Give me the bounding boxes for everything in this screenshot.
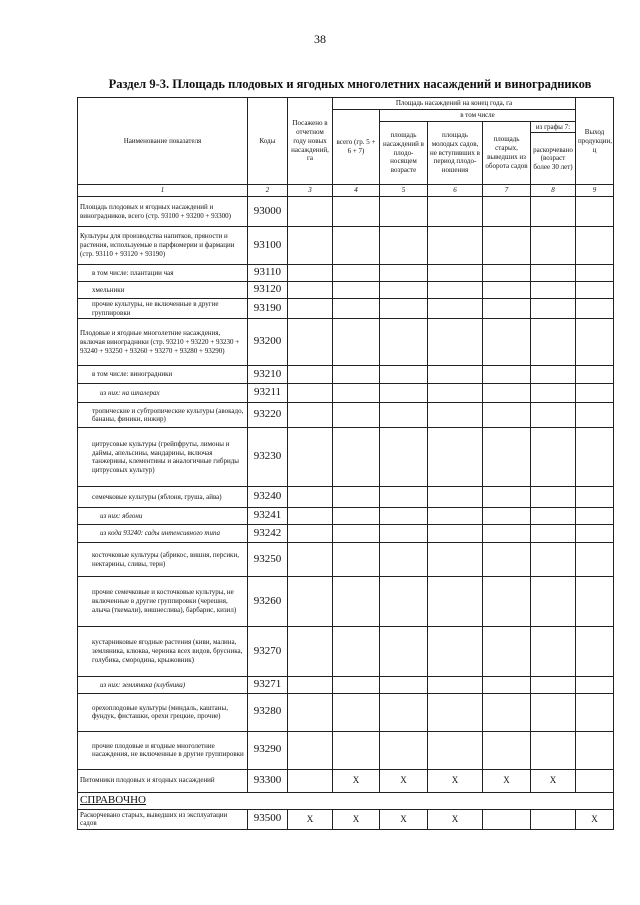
data-cell[interactable]	[428, 298, 483, 319]
data-cell[interactable]	[576, 265, 614, 282]
table-row	[78, 693, 614, 731]
data-cell[interactable]	[576, 197, 614, 227]
data-cell[interactable]	[288, 428, 333, 487]
row-name: Плодовые и ягодные многолетние насаждения, включая виноградники (стр. 93210 + 93220 + 93230 + 93240 + 93250 + 93260 + 93270 + 93280 + 93290)	[78, 319, 248, 366]
data-cell[interactable]	[380, 403, 428, 428]
data-cell[interactable]	[428, 366, 483, 384]
header-incl-group: в том числе	[380, 109, 576, 121]
row-name: Культуры для производства напитков, пряности и растения, используемые в парфюмерии и фармации (стр. 93110 + 93120 + 93190)	[78, 227, 248, 265]
table-row	[78, 227, 614, 265]
header-uprooted: раскорчевано (возраст более 30 лет)	[531, 133, 576, 185]
data-cell[interactable]	[288, 366, 333, 384]
data-cell[interactable]	[531, 403, 576, 428]
data-cell[interactable]	[288, 543, 333, 577]
row-code: 93271	[248, 677, 288, 694]
data-cell[interactable]: X	[531, 769, 576, 792]
data-cell[interactable]	[333, 543, 380, 577]
data-cell[interactable]	[531, 319, 576, 366]
data-cell[interactable]	[380, 543, 428, 577]
data-cell[interactable]	[576, 428, 614, 487]
row-name: косточковые культуры (абрикос, вишня, персики, нектарины, сливы, терн)	[78, 543, 248, 577]
data-cell[interactable]	[380, 677, 428, 694]
data-cell[interactable]	[333, 227, 380, 265]
col-number: 8	[531, 185, 576, 197]
data-cell[interactable]	[380, 319, 428, 366]
data-cell[interactable]	[333, 384, 380, 403]
data-cell[interactable]	[428, 693, 483, 731]
data-cell[interactable]: X	[576, 809, 614, 830]
col-number: 4	[333, 185, 380, 197]
data-cell[interactable]	[483, 384, 531, 403]
header-area-group: Площадь насаждений на конец года, га	[333, 98, 576, 110]
row-name: прочие плодовые и ягодные многолетние насаждения, не включенные в другие группировки	[78, 731, 248, 769]
data-cell[interactable]: X	[428, 809, 483, 830]
data-cell[interactable]	[531, 384, 576, 403]
col-number: 9	[576, 185, 614, 197]
data-cell[interactable]	[576, 366, 614, 384]
data-cell[interactable]	[483, 693, 531, 731]
data-cell[interactable]	[428, 384, 483, 403]
data-cell[interactable]	[576, 487, 614, 508]
data-cell[interactable]	[428, 197, 483, 227]
data-cell[interactable]	[428, 403, 483, 428]
data-cell[interactable]	[576, 627, 614, 677]
data-cell[interactable]	[531, 366, 576, 384]
data-cell[interactable]: X	[288, 809, 333, 830]
data-cell[interactable]	[380, 525, 428, 543]
data-cell[interactable]	[576, 227, 614, 265]
data-cell[interactable]	[333, 508, 380, 525]
data-cell[interactable]	[483, 487, 531, 508]
data-cell[interactable]	[380, 384, 428, 403]
data-cell[interactable]	[531, 487, 576, 508]
table-row	[78, 731, 614, 769]
data-cell[interactable]	[288, 227, 333, 265]
data-cell[interactable]	[428, 428, 483, 487]
row-name: семечковые культуры (яблоня, груша, айва)	[78, 487, 248, 508]
data-cell[interactable]	[531, 298, 576, 319]
data-cell[interactable]	[576, 769, 614, 792]
data-cell[interactable]	[288, 693, 333, 731]
col-number: 5	[380, 185, 428, 197]
row-name: прочие семечковые и косточковые культуры, не включенные в другие группировки (черешня, алыча (ткемали), вишнеслива), барбарис, кизил)	[78, 577, 248, 627]
header-young: площадь молодых садов, не вступивших в период плодо-ношения	[428, 121, 483, 185]
data-cell[interactable]	[333, 403, 380, 428]
data-cell[interactable]	[288, 197, 333, 227]
data-cell[interactable]	[531, 197, 576, 227]
row-code: 93240	[248, 487, 288, 508]
data-cell[interactable]	[288, 265, 333, 282]
data-cell[interactable]	[428, 319, 483, 366]
col-number: 7	[483, 185, 531, 197]
data-cell[interactable]	[380, 731, 428, 769]
data-cell[interactable]	[333, 265, 380, 282]
row-code: 93100	[248, 227, 288, 265]
data-cell[interactable]	[333, 627, 380, 677]
row-name: цитрусовые культуры (грейпфруты, лимоны и даймы, апельсины, мандарины, включая танжерины, клементины и аналогичные гибриды цитрусовых культур)	[78, 428, 248, 487]
data-cell[interactable]	[531, 265, 576, 282]
row-name: хмельники	[78, 282, 248, 299]
data-cell[interactable]	[483, 677, 531, 694]
data-cell[interactable]	[380, 487, 428, 508]
header-total: всего (гр. 5 + 6 + 7)	[333, 109, 380, 185]
table-row	[78, 487, 614, 508]
table-row	[78, 197, 614, 227]
data-cell[interactable]	[380, 693, 428, 731]
data-cell[interactable]	[483, 543, 531, 577]
data-cell[interactable]	[576, 677, 614, 694]
data-cell[interactable]	[576, 693, 614, 731]
data-cell[interactable]	[380, 577, 428, 627]
row-name: в том числе: плантации чая	[78, 265, 248, 282]
row-code: 93000	[248, 197, 288, 227]
data-cell[interactable]	[483, 298, 531, 319]
data-cell[interactable]	[531, 227, 576, 265]
data-cell[interactable]	[380, 508, 428, 525]
data-cell[interactable]	[576, 282, 614, 299]
data-cell[interactable]	[483, 809, 531, 830]
row-name: из них: яблони	[78, 508, 248, 525]
data-cell[interactable]	[483, 227, 531, 265]
row-name: прочие культуры, не включенные в другие группировки	[78, 298, 248, 319]
data-cell[interactable]	[288, 319, 333, 366]
data-cell[interactable]: X	[380, 809, 428, 830]
row-name: в том числе: виноградники	[78, 366, 248, 384]
reference-row	[78, 809, 614, 830]
data-cell[interactable]	[576, 319, 614, 366]
row-name: тропические и субтропические культуры (авокадо, бананы, финики, инжир)	[78, 403, 248, 428]
row-code: 93270	[248, 627, 288, 677]
data-cell[interactable]	[380, 265, 428, 282]
data-cell[interactable]	[483, 731, 531, 769]
row-code: 93250	[248, 543, 288, 577]
data-cell[interactable]: X	[333, 809, 380, 830]
header-bearing: площадь насаждений в плодо-носящем возрасте	[380, 121, 428, 185]
data-cell[interactable]	[428, 627, 483, 677]
table-row	[78, 769, 614, 792]
data-cell[interactable]	[333, 366, 380, 384]
header-code: Коды	[248, 98, 288, 185]
data-cell[interactable]	[483, 627, 531, 677]
row-code: 93242	[248, 525, 288, 543]
row-code: 93190	[248, 298, 288, 319]
data-cell[interactable]	[531, 543, 576, 577]
data-cell[interactable]	[428, 677, 483, 694]
row-name: кустарниковые ягодные растения (киви, малина, земляника, клюква, черника всех видов, брусника, голубика, смородина, крыжовник)	[78, 627, 248, 677]
data-cell[interactable]	[576, 384, 614, 403]
data-cell[interactable]	[531, 809, 576, 830]
data-cell[interactable]	[428, 487, 483, 508]
data-cell[interactable]	[380, 366, 428, 384]
data-cell[interactable]	[380, 627, 428, 677]
table-row	[78, 403, 614, 428]
data-cell[interactable]	[483, 577, 531, 627]
data-cell[interactable]	[428, 282, 483, 299]
row-code: 93280	[248, 693, 288, 731]
data-cell[interactable]	[531, 731, 576, 769]
data-cell[interactable]	[428, 543, 483, 577]
data-cell[interactable]	[288, 403, 333, 428]
row-code: 93260	[248, 577, 288, 627]
reference-row-name: Раскорчевано старых, выведших из эксплуатации садов	[78, 809, 248, 830]
data-cell[interactable]	[288, 298, 333, 319]
table-row	[78, 677, 614, 694]
table-row	[78, 508, 614, 525]
reference-row-code: 93500	[248, 809, 288, 830]
table-row	[78, 282, 614, 299]
data-cell[interactable]	[531, 282, 576, 299]
row-code: 93120	[248, 282, 288, 299]
data-cell[interactable]	[288, 525, 333, 543]
data-cell[interactable]	[333, 577, 380, 627]
col-number: 1	[78, 185, 248, 197]
table-row	[78, 366, 614, 384]
data-cell[interactable]	[483, 403, 531, 428]
data-cell[interactable]	[576, 731, 614, 769]
data-cell[interactable]	[531, 428, 576, 487]
data-cell[interactable]	[531, 577, 576, 627]
data-cell[interactable]	[288, 769, 333, 792]
table-row	[78, 319, 614, 366]
col-number: 2	[248, 185, 288, 197]
data-cell[interactable]	[483, 366, 531, 384]
table-row	[78, 525, 614, 543]
data-cell[interactable]	[428, 525, 483, 543]
data-cell[interactable]	[333, 197, 380, 227]
data-cell[interactable]	[483, 319, 531, 366]
data-cell[interactable]	[380, 282, 428, 299]
data-cell[interactable]	[288, 577, 333, 627]
reference-label-row	[78, 792, 614, 809]
data-cell[interactable]	[483, 428, 531, 487]
data-cell[interactable]	[288, 677, 333, 694]
data-cell[interactable]	[288, 627, 333, 677]
data-cell[interactable]	[576, 403, 614, 428]
data-cell[interactable]	[333, 319, 380, 366]
data-cell[interactable]	[333, 525, 380, 543]
data-cell[interactable]	[333, 677, 380, 694]
section-title: Раздел 9-3. Площадь плодовых и ягодных многолетних насаждений и виноградников	[108, 77, 592, 91]
row-code: 93200	[248, 319, 288, 366]
table-row	[78, 627, 614, 677]
row-code: 93220	[248, 403, 288, 428]
data-cell[interactable]	[531, 508, 576, 525]
col-number: 3	[288, 185, 333, 197]
data-cell[interactable]	[333, 428, 380, 487]
table-row	[78, 298, 614, 319]
data-cell[interactable]	[380, 197, 428, 227]
data-cell[interactable]	[428, 577, 483, 627]
data-cell[interactable]	[380, 227, 428, 265]
col-number: 6	[428, 185, 483, 197]
data-cell[interactable]	[333, 282, 380, 299]
data-cell[interactable]: X	[333, 769, 380, 792]
data-cell[interactable]	[428, 227, 483, 265]
data-cell[interactable]	[576, 525, 614, 543]
table-row	[78, 428, 614, 487]
data-cell[interactable]	[576, 298, 614, 319]
table-row	[78, 265, 614, 282]
row-code: 93290	[248, 731, 288, 769]
data-cell[interactable]	[428, 508, 483, 525]
data-cell[interactable]	[380, 428, 428, 487]
data-cell[interactable]	[531, 677, 576, 694]
row-code: 93241	[248, 508, 288, 525]
data-cell[interactable]	[531, 627, 576, 677]
header-planted: Посажено в отчетном году новых насаждений, га	[288, 98, 333, 185]
data-cell[interactable]	[531, 525, 576, 543]
data-cell[interactable]	[288, 384, 333, 403]
data-cell[interactable]	[576, 577, 614, 627]
data-cell[interactable]: X	[483, 769, 531, 792]
row-code: 93211	[248, 384, 288, 403]
header-old: площадь старых, выведших из оборота садов	[483, 121, 531, 185]
header-name: Наименование показателя	[78, 98, 248, 185]
table-row	[78, 543, 614, 577]
header-output: Выход продукции, ц	[576, 98, 614, 185]
data-cell[interactable]	[333, 693, 380, 731]
data-cell[interactable]	[380, 298, 428, 319]
page-number: 38	[314, 32, 326, 46]
data-cell[interactable]	[576, 508, 614, 525]
row-name: из них: земляника (клубника)	[78, 677, 248, 694]
data-cell[interactable]: X	[380, 769, 428, 792]
data-cell[interactable]	[428, 265, 483, 282]
row-name: из кода 93240: сады интенсивного типа	[78, 525, 248, 543]
data-cell[interactable]	[288, 508, 333, 525]
data-cell[interactable]	[576, 543, 614, 577]
data-cell[interactable]	[428, 731, 483, 769]
data-cell[interactable]	[288, 487, 333, 508]
row-code: 93110	[248, 265, 288, 282]
data-cell[interactable]	[483, 525, 531, 543]
data-cell[interactable]	[531, 693, 576, 731]
data-cell[interactable]: X	[428, 769, 483, 792]
reference-label: СПРАВОЧНО	[78, 792, 614, 809]
row-name: Площадь плодовых и ягодных насаждений и виноградников, всего (стр. 93100 + 93200 + 93300)	[78, 197, 248, 227]
row-code: 93300	[248, 769, 288, 792]
header-from7: из графы 7:	[531, 121, 576, 133]
table-row	[78, 577, 614, 627]
row-name: орехоплодовые культуры (миндаль, каштаны, фундук, фисташки, орехи грецкие, прочие)	[78, 693, 248, 731]
row-code: 93210	[248, 366, 288, 384]
data-cell[interactable]	[333, 731, 380, 769]
row-code: 93230	[248, 428, 288, 487]
row-name: из них: на шпалерах	[78, 384, 248, 403]
table-row	[78, 384, 614, 403]
data-cell[interactable]	[333, 298, 380, 319]
data-cell[interactable]	[483, 197, 531, 227]
data-cell[interactable]	[483, 265, 531, 282]
data-cell[interactable]	[483, 282, 531, 299]
row-name: Питомники плодовых и ягодных насаждений	[78, 769, 248, 792]
data-cell[interactable]	[483, 508, 531, 525]
data-cell[interactable]	[333, 487, 380, 508]
column-number-row	[78, 185, 614, 197]
data-cell[interactable]	[288, 282, 333, 299]
area-table	[77, 97, 614, 830]
data-cell[interactable]	[288, 731, 333, 769]
